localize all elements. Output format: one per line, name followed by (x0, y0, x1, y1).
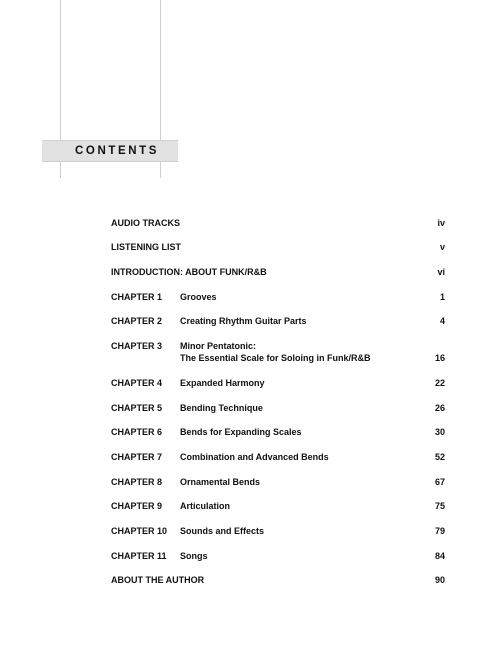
toc-entry-page: 75 (434, 501, 445, 511)
toc-entry-label: CHAPTER 11 (111, 551, 167, 561)
toc-entry-page: 16 (434, 353, 445, 363)
toc-entry-page: iv (437, 218, 445, 228)
toc-entry-title: Articulation (180, 501, 231, 511)
toc-entry-page: 79 (434, 526, 445, 536)
toc-entry-title (180, 340, 371, 364)
toc-entry-title: Bending Technique (180, 403, 263, 413)
toc-entry-title: Creating Rhythm Guitar Parts (180, 316, 307, 326)
toc-entry-label: ABOUT THE AUTHOR (111, 575, 205, 585)
toc-entry-label: CHAPTER 9 (111, 501, 163, 511)
toc-entry-title: Sounds and Effects (180, 526, 265, 536)
toc-entry-title: Grooves (180, 292, 217, 302)
toc-entry-label: CHAPTER 1 (111, 292, 163, 302)
toc-entry-page: vi (437, 267, 445, 277)
toc-entry-title: Ornamental Bends (180, 477, 261, 487)
toc-entry-page: 67 (434, 477, 445, 487)
toc-entry-label: CHAPTER 10 (111, 526, 168, 536)
toc-entry-title: Combination and Advanced Bends (180, 452, 329, 462)
toc-entry-title: Expanded Harmony (180, 378, 265, 388)
toc-entry-chapter-3[interactable] (111, 340, 445, 370)
toc-entry-page: 84 (434, 551, 445, 561)
toc-entry-page: 22 (434, 378, 445, 388)
toc-entry-page: 30 (434, 427, 445, 437)
toc-entry-label: INTRODUCTION: ABOUT FUNK/R&B (111, 267, 267, 277)
toc-entry-label: AUDIO TRACKS (111, 218, 180, 228)
toc-entry-label: LISTENING LIST (111, 242, 182, 252)
toc-entry-label: CHAPTER 8 (111, 477, 163, 487)
toc-entry-page: 1 (439, 292, 445, 302)
toc-entry-title-line-2: The Essential Scale for Soloing in Funk/R&B (180, 353, 371, 363)
toc-entry-label: CHAPTER 4 (111, 378, 163, 388)
toc-entry-title: Songs (180, 551, 208, 561)
toc-entry-label: CHAPTER 6 (111, 427, 163, 437)
guide-line-horizontal-bottom (42, 161, 178, 162)
toc-entry-title: Bends for Expanding Scales (180, 427, 302, 437)
toc-entry-page: 90 (434, 575, 445, 585)
toc-entry-page: 52 (434, 452, 445, 462)
toc-entry-label: CHAPTER 2 (111, 316, 163, 326)
toc-entry-title-line-1: Minor Pentatonic: (180, 341, 256, 351)
toc-entry-label: CHAPTER 7 (111, 452, 163, 462)
toc-entry-page: 26 (434, 403, 445, 413)
page-title: CONTENTS (75, 145, 160, 157)
toc-entry-page: 4 (439, 316, 445, 326)
toc-entry-page: v (439, 242, 445, 252)
toc-entry-label: CHAPTER 3 (111, 341, 163, 351)
toc-entry-label: CHAPTER 5 (111, 403, 163, 413)
